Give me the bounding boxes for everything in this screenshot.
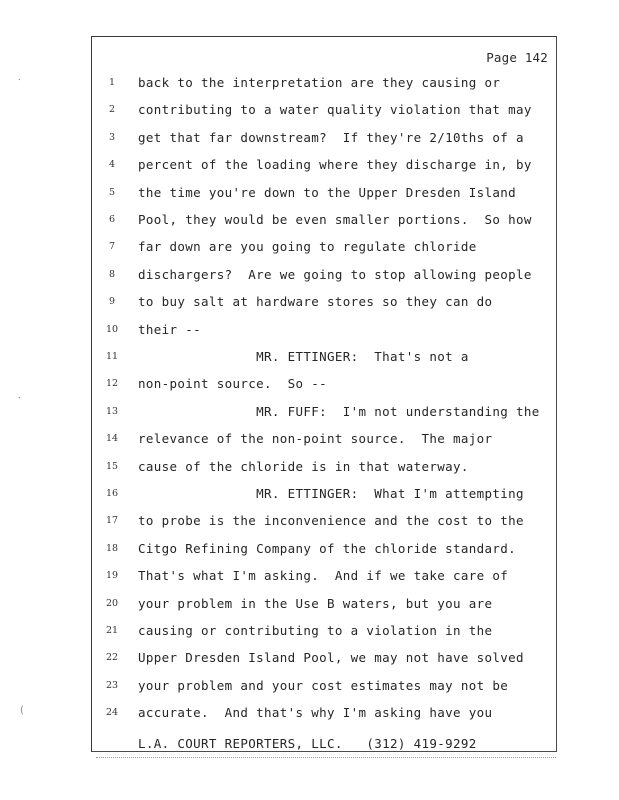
line-text: their -- [138, 321, 202, 337]
line-number: 5 [108, 186, 116, 198]
scan-speck: ⸱ [18, 75, 21, 86]
line-text: relevance of the non-point source. The major [138, 431, 493, 447]
line-number: 24 [105, 707, 119, 719]
line-number: 13 [105, 405, 119, 417]
line-text: accurate. And that's why I'm asking have you [138, 705, 493, 721]
line-number: 1 [108, 77, 116, 88]
line-text: contributing to a water quality violation that may [138, 102, 532, 118]
line-number: 17 [105, 515, 119, 527]
scan-speck: ⸱ [18, 393, 21, 404]
line-text: percent of the loading where they discharge in, by [138, 157, 532, 173]
line-text: back to the interpretation are they causing or [138, 75, 501, 90]
line-number: 7 [108, 241, 116, 253]
line-text: MR. ETTINGER: That's not a [138, 349, 469, 364]
line-number: 3 [108, 131, 116, 143]
line-number: 23 [105, 679, 119, 691]
line-number: 15 [105, 460, 119, 472]
line-number: 20 [105, 597, 119, 609]
line-text: cause of the chloride is in that waterway. [138, 458, 469, 474]
line-number: 10 [105, 323, 119, 335]
transcript-page [91, 36, 557, 752]
line-text: dischargers? Are we going to stop allowing people [138, 266, 532, 282]
line-number: 9 [108, 296, 116, 308]
line-number: 6 [108, 214, 116, 225]
line-number: 14 [105, 433, 119, 445]
line-number: 16 [105, 488, 119, 499]
line-number: 4 [108, 159, 116, 171]
line-number: 11 [105, 351, 119, 362]
scan-speck: ( [20, 705, 24, 716]
line-text: your problem and your cost estimates may not be [138, 677, 509, 693]
bottom-rule [96, 757, 556, 758]
line-number: 8 [108, 268, 116, 280]
line-text: Upper Dresden Island Pool, we may not have solved [138, 650, 524, 666]
page-number: Page 142 [486, 50, 548, 65]
line-text: causing or contributing to a violation in the [138, 623, 493, 638]
line-text: Citgo Refining Company of the chloride standard. [138, 540, 517, 556]
line-text: That's what I'm asking. And if we take care of [138, 568, 509, 584]
line-number: 2 [108, 104, 116, 116]
line-text: to probe is the inconvenience and the cost to the [138, 513, 524, 529]
line-text: your problem in the Use B waters, but you are [138, 595, 493, 611]
line-number: 12 [105, 378, 119, 390]
line-text: non-point source. So -- [138, 376, 328, 392]
line-text: far down are you going to regulate chloride [138, 239, 477, 255]
line-number: 19 [105, 570, 119, 582]
line-text: the time you're down to the Upper Dresden Island [138, 184, 517, 200]
court-reporter-footer: L.A. COURT REPORTERS, LLC. (312) 419-9292 [138, 736, 477, 751]
line-text: MR. FUFF: I'm not understanding the [138, 403, 540, 419]
line-number: 21 [105, 625, 119, 636]
line-number: 18 [105, 542, 119, 554]
line-text: to buy salt at hardware stores so they can do [138, 294, 493, 310]
line-text: MR. ETTINGER: What I'm attempting [138, 486, 524, 501]
line-text: Pool, they would be even smaller portions. So how [138, 212, 532, 227]
line-text: get that far downstream? If they're 2/10ths of a [138, 129, 524, 145]
line-number: 22 [105, 652, 119, 664]
